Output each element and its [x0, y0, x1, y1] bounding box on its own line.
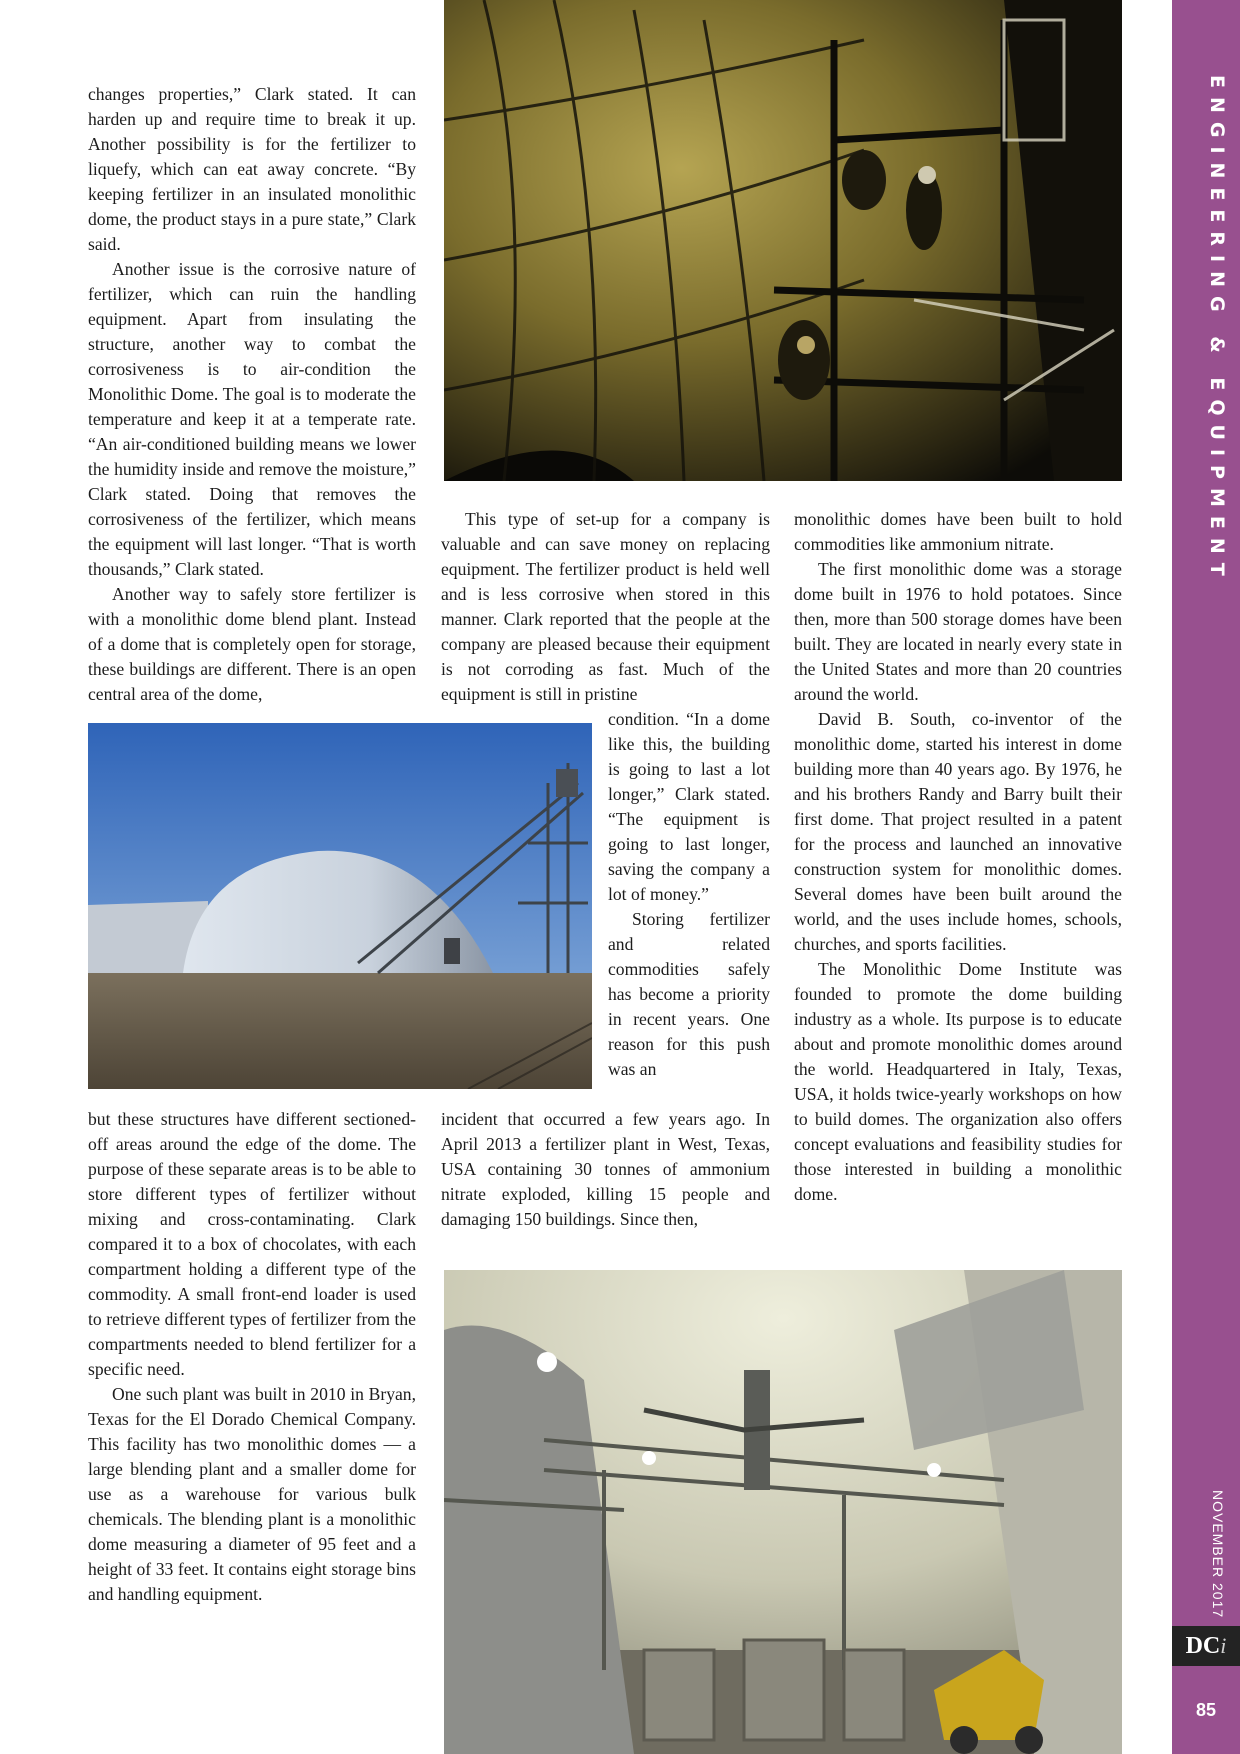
dome-construction-photo: [444, 0, 1122, 481]
page-number: 85: [1195, 1700, 1217, 1720]
column-3: [794, 507, 1122, 1207]
logo-text: DC: [1185, 1632, 1221, 1659]
column-1-bottom: [88, 1107, 416, 1607]
paragraph: One such plant was built in 2010 in Bryan, Texas for the El Dorado Chemical Company. This facility has two monolithic domes — a large blending plant and a smaller dome for use as a warehouse for various bulk chemicals. The blending plant is a monolithic dome measuring a diameter of 95 feet and a height of 33 feet. It contains eight storage bins and handling equipment.: [88, 1384, 416, 1604]
paragraph: incident that occurred a few years ago. In April 2013 a fertilizer plant in West, Texas, USA containing 30 tonnes of ammonium nitrate exploded, killing 15 people and damaging 150 buildings. Since then,: [441, 1109, 770, 1229]
publication-logo: [1172, 1626, 1240, 1666]
paragraph: This type of set-up for a company is valuable and can save money on replacing equipment. The fertilizer product is held well and is less corrosive when stored in this manner. Clark reported that the people at the company are pleased because their equipment is not corroding as fast. Much of the equipment is still in pristine: [441, 509, 770, 704]
dome-exterior-photo: [88, 723, 592, 1089]
paragraph: but these structures have different sectioned-off areas around the edge of the dome. The purpose of these separate areas is to be able to store different types of fertilizer without mixing and cross-contaminating. Clark compared it to a box of chocolates, with each compartment holding a different type of the commodity. A small front-end loader is used to retrieve different types of fertilizer from the compartments needed to blend fertilizer for a specific need.: [88, 1109, 416, 1379]
column-2-bottom: [441, 1107, 770, 1232]
paragraph: David B. South, co-inventor of the monolithic dome, started his interest in dome building more than 40 years ago. By 1976, he and his brothers Randy and Barry built their first dome. That project resulted in a patent for the process and launched an innovative construction system for monolithic domes. Several domes have been built around the world, and the uses include homes, schools, churches, and sports facilities.: [794, 709, 1122, 954]
section-title: ENGINEERING & EQUIPMENT: [1206, 75, 1228, 585]
paragraph: The Monolithic Dome Institute was founded to promote the dome building industry as a whole. Its purpose is to educate about and promote monolithic domes around the world. Headquartered in Italy, Texas, USA, it holds twice-yearly workshops on how to build domes. The organization also offers concept evaluations and feasibility studies for those interested in building a monolithic dome.: [794, 959, 1122, 1204]
paragraph: The first monolithic dome was a storage dome built in 1976 to hold potatoes. Since then, more than 500 storage domes have been built. They are located in nearly every state in the United States and more than 20 countries around the world.: [794, 559, 1122, 704]
column-2-top: [441, 507, 770, 707]
paragraph: monolithic domes have been built to hold commodities like ammonium nitrate.: [794, 509, 1122, 554]
blend-plant-interior-photo: [444, 1270, 1122, 1754]
column-2-narrow: [608, 707, 770, 1082]
paragraph: Storing fertilizer and related commodities safely has become a priority in recent years. One reason for this push was an: [608, 909, 770, 1079]
issue-date: NOVEMBER 2017: [1210, 1490, 1226, 1619]
paragraph: Another issue is the corrosive nature of fertilizer, which can ruin the handling equipment. Apart from insulating the structure, another way to combat the corrosiveness is to air-condition the Monolithic Dome. The goal is to moderate the temperature and keep it at a temperate rate. “An air-conditioned building means we lower the humidity inside and remove the moisture,” Clark stated. Doing that removes the corrosiveness of the fertilizer, which means the equipment will last longer. “That is worth thousands,” Clark stated.: [88, 259, 416, 579]
column-1-top: [88, 82, 416, 707]
logo-suffix: i: [1220, 1633, 1227, 1658]
paragraph: Another way to safely store fertilizer is with a monolithic dome blend plant. Instead of a dome that is completely open for storage, these buildings are different. There is an open central area of the dome,: [88, 584, 416, 704]
paragraph: condition. “In a dome like this, the building is going to last a lot longer,” Clark stated. “The equipment is going to last longer, saving the company a lot of money.”: [608, 709, 770, 904]
paragraph: changes properties,” Clark stated. It can harden up and require time to break it up. Another possibility is for the fertilizer to liquefy, which can eat away concrete. “By keeping fertilizer in an insulated monolithic dome, the product stays in a pure state,” Clark said.: [88, 84, 416, 254]
